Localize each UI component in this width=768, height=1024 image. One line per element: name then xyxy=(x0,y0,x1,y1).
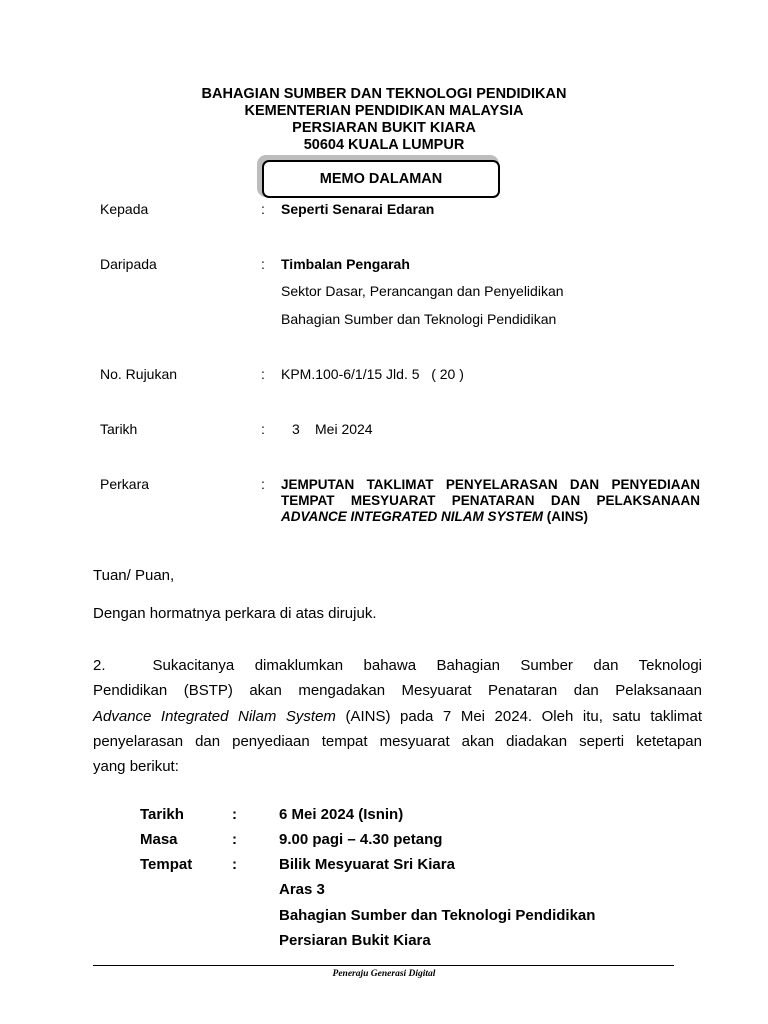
kepada-label: Kepada xyxy=(100,201,149,217)
perkara-subject xyxy=(281,477,700,525)
paragraph-2-line-3 xyxy=(93,704,702,729)
paragraph-2-line-3-rest: (AINS) pada 7 Mei 2024. Oleh itu, satu taklimat xyxy=(335,707,702,725)
perkara-line-1: JEMPUTAN TAKLIMAT PENYELARASAN DAN PENYEDIAAN xyxy=(281,477,700,492)
kepada-value: Seperti Senarai Edaran xyxy=(281,201,435,217)
detail-masa-value: 9.00 pagi – 4.30 petang xyxy=(279,831,443,848)
detail-tempat-line-2: Aras 3 xyxy=(279,881,325,898)
detail-tempat-colon: : xyxy=(232,856,237,873)
perkara-label: Perkara xyxy=(100,476,150,492)
paragraph-2-system-name: Advance Integrated Nilam System xyxy=(93,707,336,725)
tarikh-day: 3 xyxy=(292,421,300,437)
letterhead-line-4: 50604 KUALA LUMPUR xyxy=(303,137,465,153)
detail-tempat-line-4: Persiaran Bukit Kiara xyxy=(279,932,431,949)
perkara-system-name: ADVANCE INTEGRATED NILAM SYSTEM xyxy=(281,509,544,524)
paragraph-2-line-1 xyxy=(93,653,702,678)
rujukan-label: No. Rujukan xyxy=(100,366,178,382)
perkara-line-2: TEMPAT MESYUARAT PENATARAN DAN PELAKSANAAN xyxy=(281,493,700,508)
paragraph-2-number: 2. xyxy=(93,657,106,674)
tarikh-colon: : xyxy=(261,421,265,437)
detail-masa-colon: : xyxy=(232,831,237,848)
paragraph-2 xyxy=(93,653,702,779)
perkara-colon: : xyxy=(261,476,265,492)
daripada-line-2: Sektor Dasar, Perancangan dan Penyelidikan xyxy=(281,283,564,299)
perkara-acronym: (AINS) xyxy=(543,509,589,524)
perkara-line-3 xyxy=(281,509,700,525)
paragraph-2-line-2: Pendidikan (BSTP) akan mengadakan Mesyuarat Penataran dan Pelaksanaan xyxy=(93,682,702,700)
footer-tagline: Peneraju Generasi Digital xyxy=(332,969,436,979)
detail-tempat-label: Tempat xyxy=(140,856,193,873)
daripada-line-1: Timbalan Pengarah xyxy=(281,256,410,272)
letterhead-line-2: KEMENTERIAN PENDIDIKAN MALAYSIA xyxy=(244,103,524,119)
letterhead-line-1: BAHAGIAN SUMBER DAN TEKNOLOGI PENDIDIKAN xyxy=(201,86,567,102)
detail-tempat-line-1: Bilik Mesyuarat Sri Kiara xyxy=(279,856,455,873)
paragraph-1: Dengan hormatnya perkara di atas dirujuk. xyxy=(93,605,377,622)
daripada-line-3: Bahagian Sumber dan Teknologi Pendidikan xyxy=(281,311,557,327)
rujukan-value: KPM.100-6/1/15 Jld. 5 ( 20 ) xyxy=(281,366,464,382)
rujukan-colon: : xyxy=(261,366,265,382)
paragraph-2-line-5: yang berikut: xyxy=(93,758,179,776)
detail-tarikh-value: 6 Mei 2024 (Isnin) xyxy=(279,806,404,823)
paragraph-2-line-4: penyelarasan dan penyediaan tempat mesyuarat akan diadakan seperti ketetapan xyxy=(93,732,702,750)
memo-title-box: MEMO DALAMAN xyxy=(262,160,500,198)
letterhead-line-3: PERSIARAN BUKIT KIARA xyxy=(292,120,476,136)
salutation: Tuan/ Puan, xyxy=(93,567,175,584)
kepada-colon: : xyxy=(261,201,265,217)
tarikh-month-year: Mei 2024 xyxy=(315,421,373,437)
paragraph-2-line-1-text: Sukacitanya dimaklumkan bahawa Bahagian Sumber dan Teknologi xyxy=(152,657,702,674)
detail-tarikh-label: Tarikh xyxy=(140,806,184,823)
footer-divider xyxy=(93,965,674,966)
daripada-label: Daripada xyxy=(100,256,157,272)
detail-tarikh-colon: : xyxy=(232,806,237,823)
detail-masa-label: Masa xyxy=(140,831,178,848)
detail-tempat-line-3: Bahagian Sumber dan Teknologi Pendidikan xyxy=(279,907,596,924)
tarikh-label: Tarikh xyxy=(100,421,138,437)
daripada-colon: : xyxy=(261,256,265,272)
